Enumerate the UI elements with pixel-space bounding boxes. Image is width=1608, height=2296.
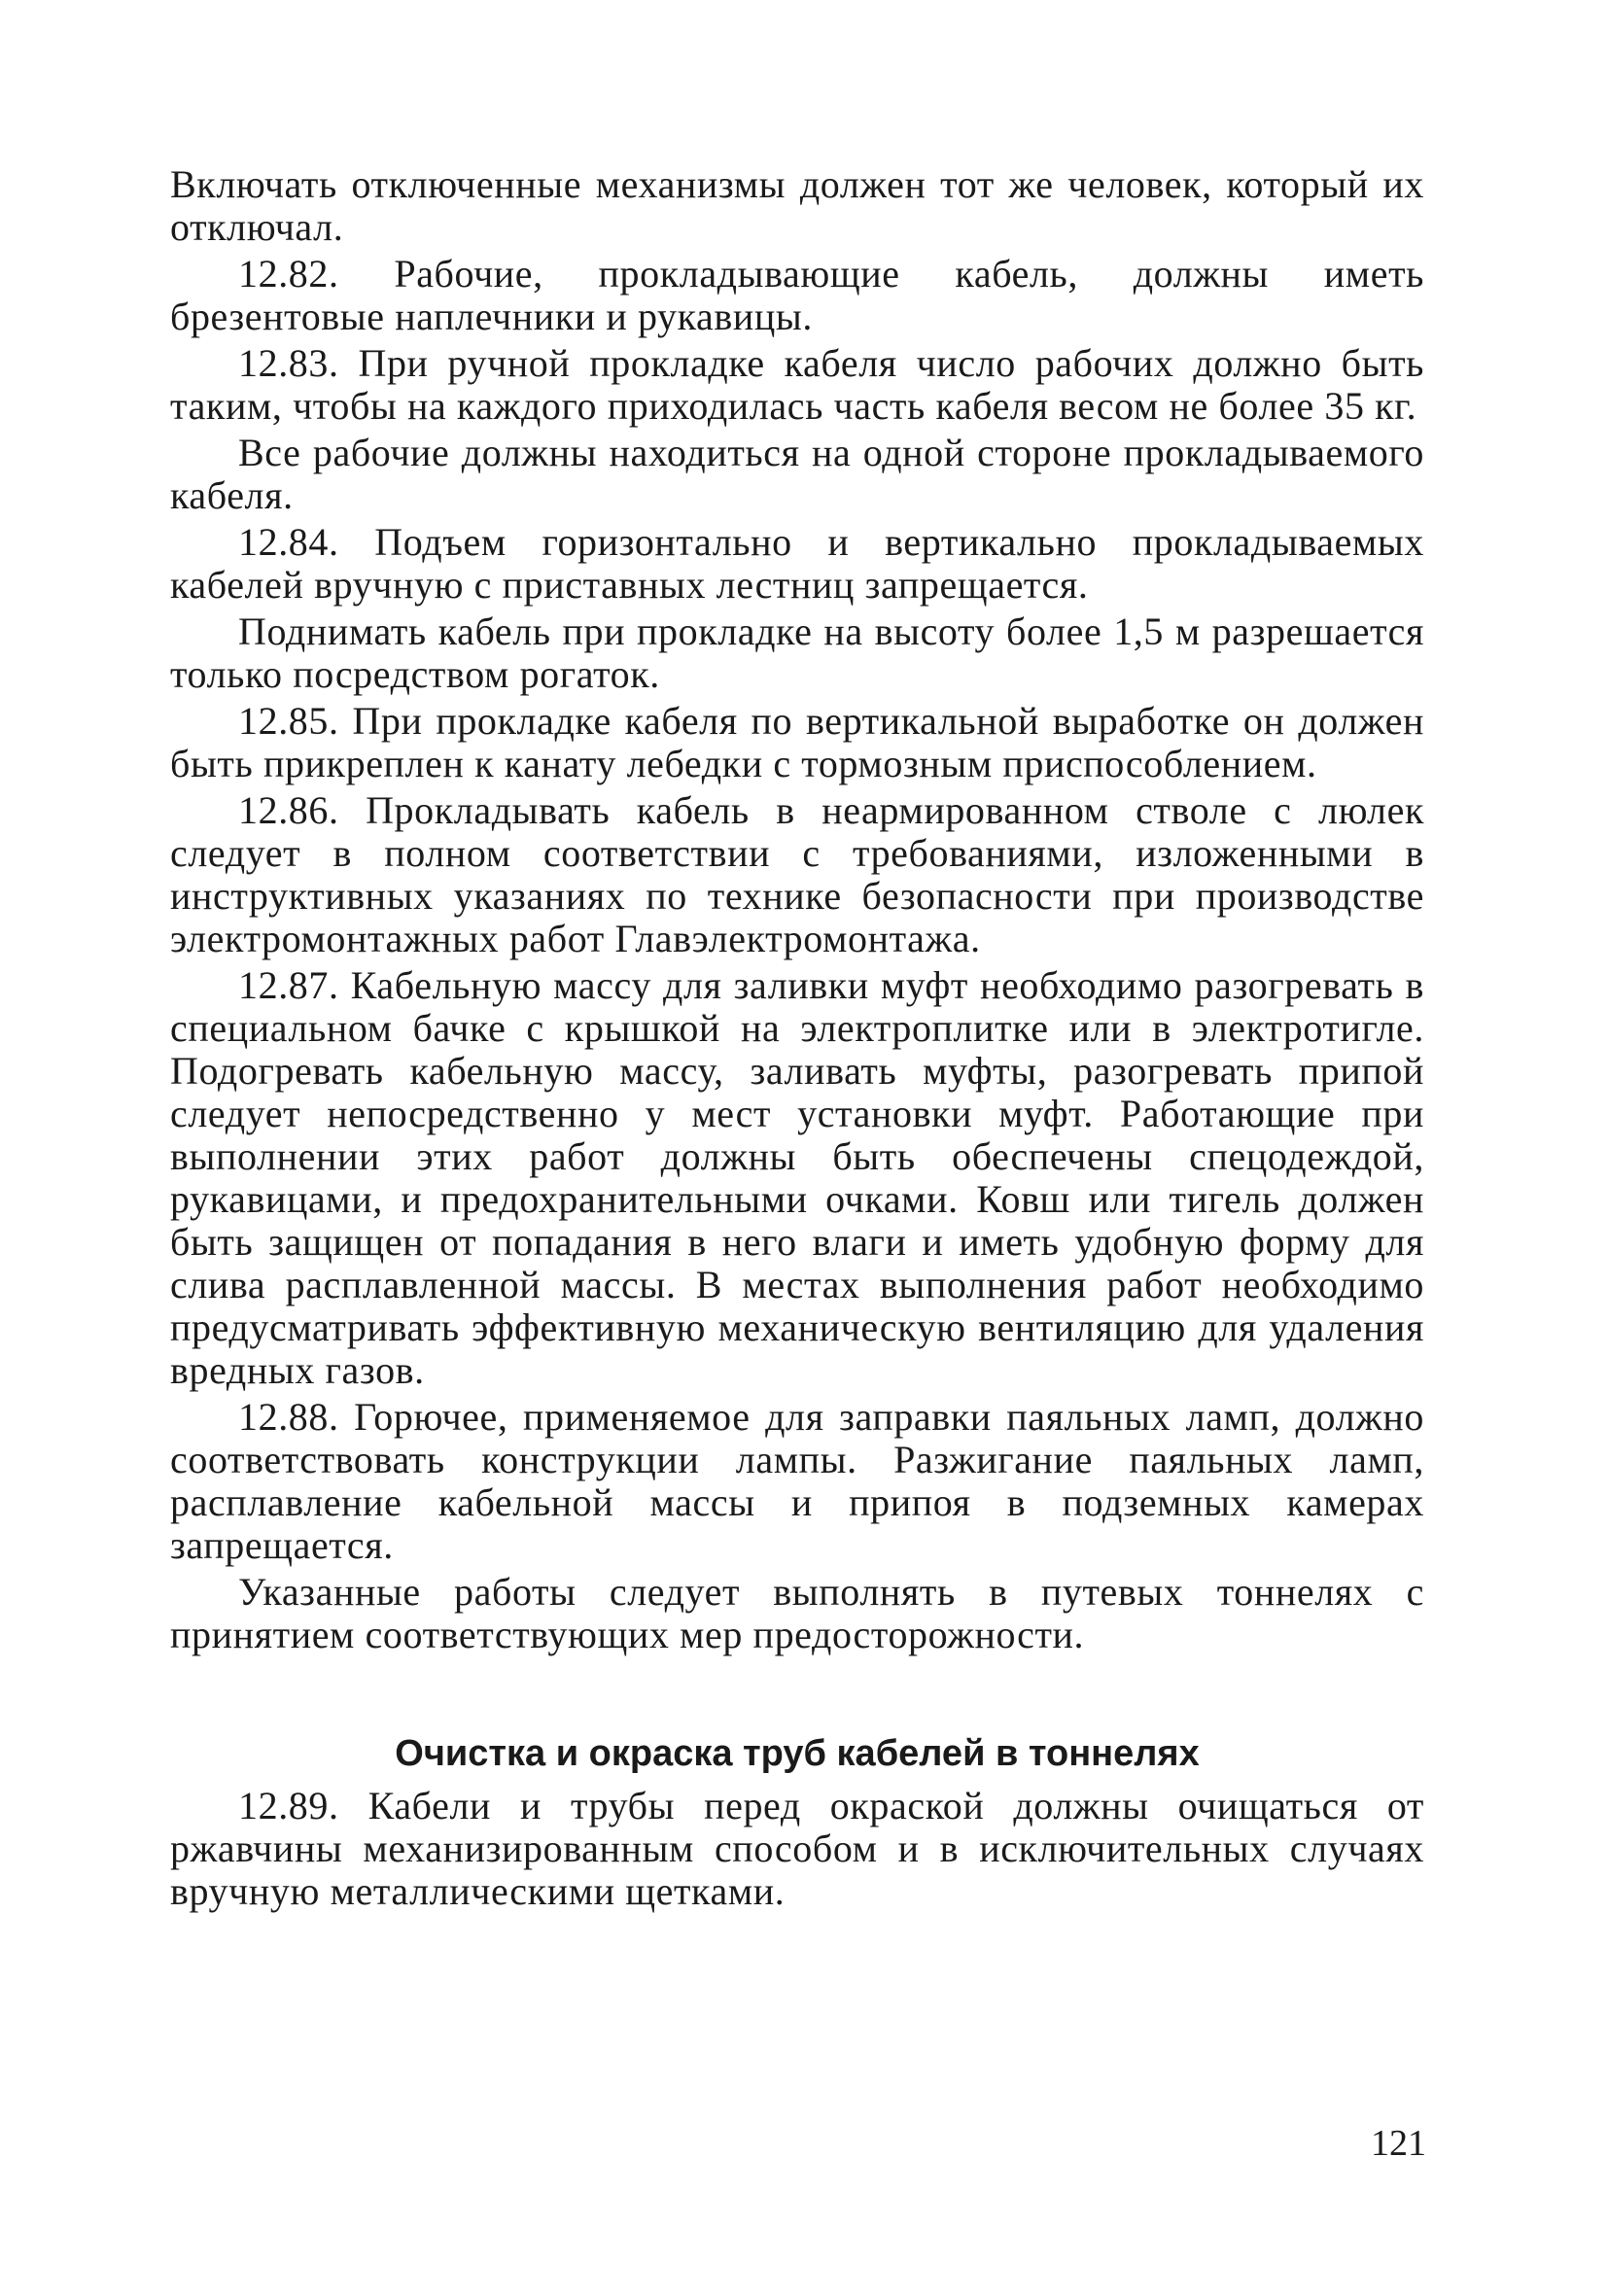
document-page xyxy=(170,163,1424,1917)
paragraph-12-86: 12.86. Прокладывать кабель в неармированном стволе с люлек следует в полном соответствии с требованиями, изложенными в инструктивных указаниях по технике безопасности при производстве электромонтажных работ Главэлектромонтажа. xyxy=(170,788,1424,960)
paragraph-12-83: 12.83. При ручной прокладке кабеля число рабочих должно быть таким, чтобы на каждого приходилась часть кабеля весом не более 35 кг. xyxy=(170,341,1424,428)
paragraph-12-83-note: Все рабочие должны находиться на одной стороне прокладываемого кабеля. xyxy=(170,431,1424,517)
paragraph-12-85: 12.85. При прокладке кабеля по вертикальной выработке он должен быть прикреплен к канату лебедки с тормозным приспособлением. xyxy=(170,699,1424,785)
paragraph-12-88: 12.88. Горючее, применяемое для заправки паяльных ламп, должно соответствовать конструкции лампы. Разжигание паяльных ламп, расплавление кабельной массы и припоя в подземных камерах запрещается. xyxy=(170,1395,1424,1567)
page-number: 121 xyxy=(1371,2123,1426,2164)
paragraph-12-87: 12.87. Кабельную массу для заливки муфт необходимо разогревать в специальном бачке с крышкой на электроплитке или в электротигле. Подогревать кабельную массу, заливать муфты, разогревать припой следует непосредственно у мест установки муфт. Работающие при выполнении этих работ должны быть обеспечены спецодеждой, рукавицами, и предохранительными очками. Ковш или тигель должен быть защищен от попадания в него влаги и иметь удобную форму для слива расплавленной массы. В местах выполнения работ необходимо предусматривать эффективную механическую вентиляцию для удаления вредных газов. xyxy=(170,963,1424,1392)
paragraph-12-84-note: Поднимать кабель при прокладке на высоту более 1,5 м разрешается только посредством рогаток. xyxy=(170,609,1424,696)
paragraph-12-84: 12.84. Подъем горизонтально и вертикально прокладываемых кабелей вручную с приставных лестниц запрещается. xyxy=(170,520,1424,607)
paragraph-12-88-note: Указанные работы следует выполнять в путевых тоннелях с принятием соответствующих мер предосторожности. xyxy=(170,1570,1424,1656)
paragraph-continuation: Включать отключенные механизмы должен тот же человек, который их отключал. xyxy=(170,162,1424,249)
paragraph-12-82: 12.82. Рабочие, прокладывающие кабель, должны иметь брезентовые наплечники и рукавицы. xyxy=(170,252,1424,338)
section-heading: Очистка и окраска труб кабелей в тоннелях xyxy=(395,1733,1200,1774)
paragraph-12-89: 12.89. Кабели и трубы перед окраской должны очищаться от ржавчины механизированным способом и в исключительных случаях вручную металлическими щетками. xyxy=(170,1784,1424,1913)
